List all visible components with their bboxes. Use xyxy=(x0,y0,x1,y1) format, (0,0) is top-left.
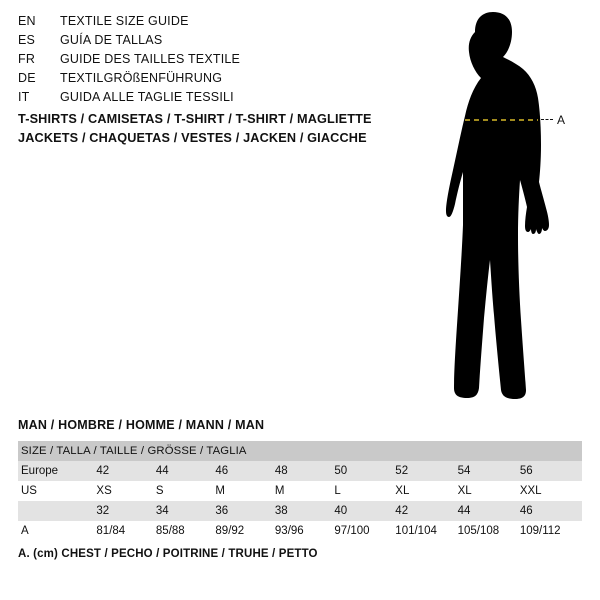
table-row xyxy=(18,481,582,501)
language-title: TEXTILE SIZE GUIDE xyxy=(60,14,189,28)
table-cell: 40 xyxy=(334,501,395,521)
table-cell: 105/108 xyxy=(458,521,520,541)
table-cell: 93/96 xyxy=(275,521,335,541)
table-cell: 85/88 xyxy=(156,521,216,541)
language-title: TEXTILGRÖßENFÜHRUNG xyxy=(60,71,223,85)
body-figure xyxy=(405,10,595,410)
language-row xyxy=(18,90,418,109)
table-title-man: MAN / HOMBRE / HOMME / MANN / MAN xyxy=(18,418,265,432)
table-cell: XL xyxy=(395,481,457,501)
table-cell: 48 xyxy=(275,461,335,481)
category-block xyxy=(18,110,438,148)
table-cell: 81/84 xyxy=(96,521,156,541)
table-cell: S xyxy=(156,481,216,501)
language-code: ES xyxy=(18,33,36,47)
language-code: EN xyxy=(18,14,36,28)
table-cell: 101/104 xyxy=(395,521,457,541)
measure-dash-line xyxy=(541,119,553,120)
table-cell: 36 xyxy=(215,501,275,521)
table-cell: 89/92 xyxy=(215,521,275,541)
table-cell: 109/112 xyxy=(520,521,582,541)
language-row xyxy=(18,14,418,33)
language-row xyxy=(18,52,418,71)
table-cell: M xyxy=(275,481,335,501)
table-cell: 50 xyxy=(334,461,395,481)
table-cell: 42 xyxy=(96,461,156,481)
language-code: IT xyxy=(18,90,30,104)
table-cell: 54 xyxy=(458,461,520,481)
table-cell: 56 xyxy=(520,461,582,481)
table-cell: 52 xyxy=(395,461,457,481)
language-title: GUIDE DES TAILLES TEXTILE xyxy=(60,52,241,66)
row-label: A xyxy=(18,521,96,541)
language-title: GUÍA DE TALLAS xyxy=(60,33,163,47)
table-row xyxy=(18,501,582,521)
table-cell: 32 xyxy=(96,501,156,521)
table-cell: XL xyxy=(458,481,520,501)
language-title: GUIDA ALLE TAGLIE TESSILI xyxy=(60,90,234,104)
table-cell: 46 xyxy=(520,501,582,521)
language-header-block xyxy=(18,14,418,109)
row-label xyxy=(18,501,96,521)
male-body-silhouette-icon xyxy=(405,10,595,410)
language-code: DE xyxy=(18,71,36,85)
table-cell: 42 xyxy=(395,501,457,521)
table-header-label: SIZE / TALLA / TAILLE / GRÖSSE / TAGLIA xyxy=(18,441,582,461)
table-cell: 44 xyxy=(458,501,520,521)
row-label: US xyxy=(18,481,96,501)
footnote-chest-measure: A. (cm) CHEST / PECHO / POITRINE / TRUHE / PETTO xyxy=(18,548,318,560)
language-code: FR xyxy=(18,52,36,66)
table-cell: 97/100 xyxy=(334,521,395,541)
table-cell: M xyxy=(215,481,275,501)
table-header-row xyxy=(18,441,582,461)
table-cell: 46 xyxy=(215,461,275,481)
table-cell: 38 xyxy=(275,501,335,521)
table-cell: XS xyxy=(96,481,156,501)
category-line-jackets: JACKETS / CHAQUETAS / VESTES / JACKEN / GIACCHE xyxy=(18,131,367,145)
table-row xyxy=(18,521,582,541)
table-cell: 34 xyxy=(156,501,216,521)
size-table xyxy=(18,441,582,541)
row-label: Europe xyxy=(18,461,96,481)
language-row xyxy=(18,71,418,90)
table-cell: 44 xyxy=(156,461,216,481)
measure-label-a: A xyxy=(557,113,566,127)
table-row xyxy=(18,461,582,481)
table-cell: XXL xyxy=(520,481,582,501)
language-row xyxy=(18,33,418,52)
table-cell: L xyxy=(334,481,395,501)
category-line-tshirts: T-SHIRTS / CAMISETAS / T-SHIRT / T-SHIRT / MAGLIETTE xyxy=(18,112,372,126)
